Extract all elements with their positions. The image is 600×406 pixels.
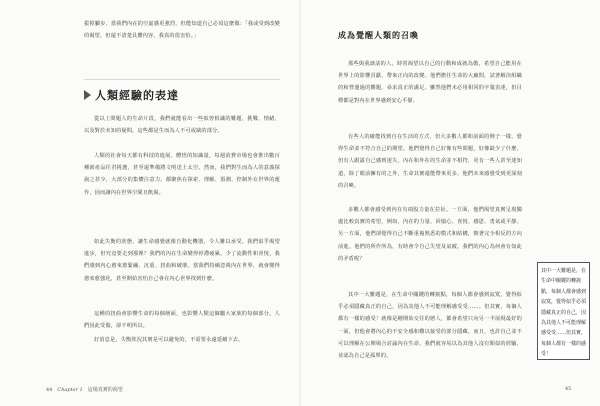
body-paragraph: 好消息是，失衡狀況其實是可以避免的，不需要永遠延續下去。 (94, 337, 244, 343)
chapter-title: 這場真實的渴望 (87, 387, 123, 393)
section-heading-left (84, 87, 179, 103)
page-number: 45 (565, 386, 572, 392)
body-paragraph: 這種的扭曲會影響生命的每個層面，也影響人類這個屬大家族的每個部分。人們因此受傷，卻不明所以。 (84, 311, 280, 330)
pull-quote-text: 其中一大難題是，在生命中關鍵的轉捩點，每個人都會感到寂寞，覺得似乎必須隱藏真正的自己，因為其他人不可能理解感受受……但其實，每個人都有一樣的感受！ (541, 268, 587, 358)
pull-quote-box (537, 262, 590, 360)
section-title: 人類經驗的表達 (95, 89, 179, 102)
body-paragraph: 多數人都會感受到內在有兩股力量在拉扯。一方面，他們渴望真實呈現獨處比較真實的希望，例如，內在的力量、回憶心、喜悅、感恩、勇氣或平靜。另一方面，他們卻覺得自己不斷重複熟悉的模式和結構，朝著完全相反的方向前進。他們的所作所為，有時會令自己失望及氣餒。我們的內心為何會有如此的矛盾呢？ (338, 207, 522, 262)
page-footer (46, 386, 123, 393)
page-number: 44 (46, 386, 53, 393)
section-divider (84, 79, 280, 80)
left-page (0, 0, 299, 406)
triangle-marker-icon (84, 90, 91, 100)
body-paragraph: 那些與我談話的人，時常渴望以自己的行動和成就為傲，希望自己能用在世界上的影響貢獻，帶來正向的改變。他們擔任生命的大廠問，試著解決組織的和營運過的難題，尋求真正的滿足。雖然他們未必用相同的字彙表達，但目標都是對內在世界感到安心平靜。 (338, 61, 522, 104)
body-paragraph: 從以上問題人的生命片段，我們就能看出一些似曾相識的難題、挑戰、情緒，以及對於未知的疑問。這些都是生而為人不可或缺的部分。 (84, 116, 280, 135)
body-paragraph: 有些人的確能找到自在生活的方式，但大多數人都和前面的例子一樣，覺得生命並不符合自己的期望。他們覺得自己好像有些問題，好像缺少了什麼，但有人跟露自己感到迷失，內在和外在的生命並不相符，更有一些人甚至迷知道，除了眼前擁有的之外，生命其實還能帶來更多，他們未來感覺受到更深刻的召喚。 (338, 134, 522, 189)
body-paragraph: 人類的社會每天都有科技的進展、體悟的知識量，每週消費市場也會推出數百種新產品任君挑選，甚至還準備將文明送上太空。然而，我們對生而為人的意義探詢之甚少，大部分的集體注意力，都聚焦在探索、理解、預測、控制外在世界的運作，因而讓內在世界空間且飢渴。 (84, 153, 280, 196)
body-paragraph: 如此失衡的狀態，讓生命感覺就像自動化機器，令人難以承受。我們似乎渴望進步，但究竟要走到那裡？我們的內在生命變得停滯疲累，少了流動性和喜悅，我們感到內心愈來愈緊繃、沉重、扭曲和破壞。當我們持續忽視內在世界，就會變得愈來愈強化，甚至開始害怕自己會在內心世界找到什麼。 (84, 239, 280, 282)
chapter-label: Chapter 1 (57, 386, 83, 393)
section-title: 成為覺醒人類的召喚 (338, 31, 419, 40)
intro-paragraph: 拔掉腳步，當我們內在的空虛感更強烈，但能知道自己必須這麼做：「我或受到改變的渴望，但還不清楚具體內容，我真的很害怕。」 (84, 21, 280, 40)
body-paragraph: 其中一大難題是，在生命中關鍵的轉捩點，每個人都會感到寂寞，覺得似乎必須隱藏真正的自己，因為其他人不可能理解感受受……。但其實，每個人都有一樣的感受！就像是剛開始交往的戀人，都會希望只向另一半展現最好的一面，但他會將內心的不安全感和難以接受的部分隱藏。而且，也許自己並不可以理解在公開場合討論內在生命，我們就容易以為其他人沒有類似的經驗，並認為自己是孤單的。 (338, 292, 522, 360)
